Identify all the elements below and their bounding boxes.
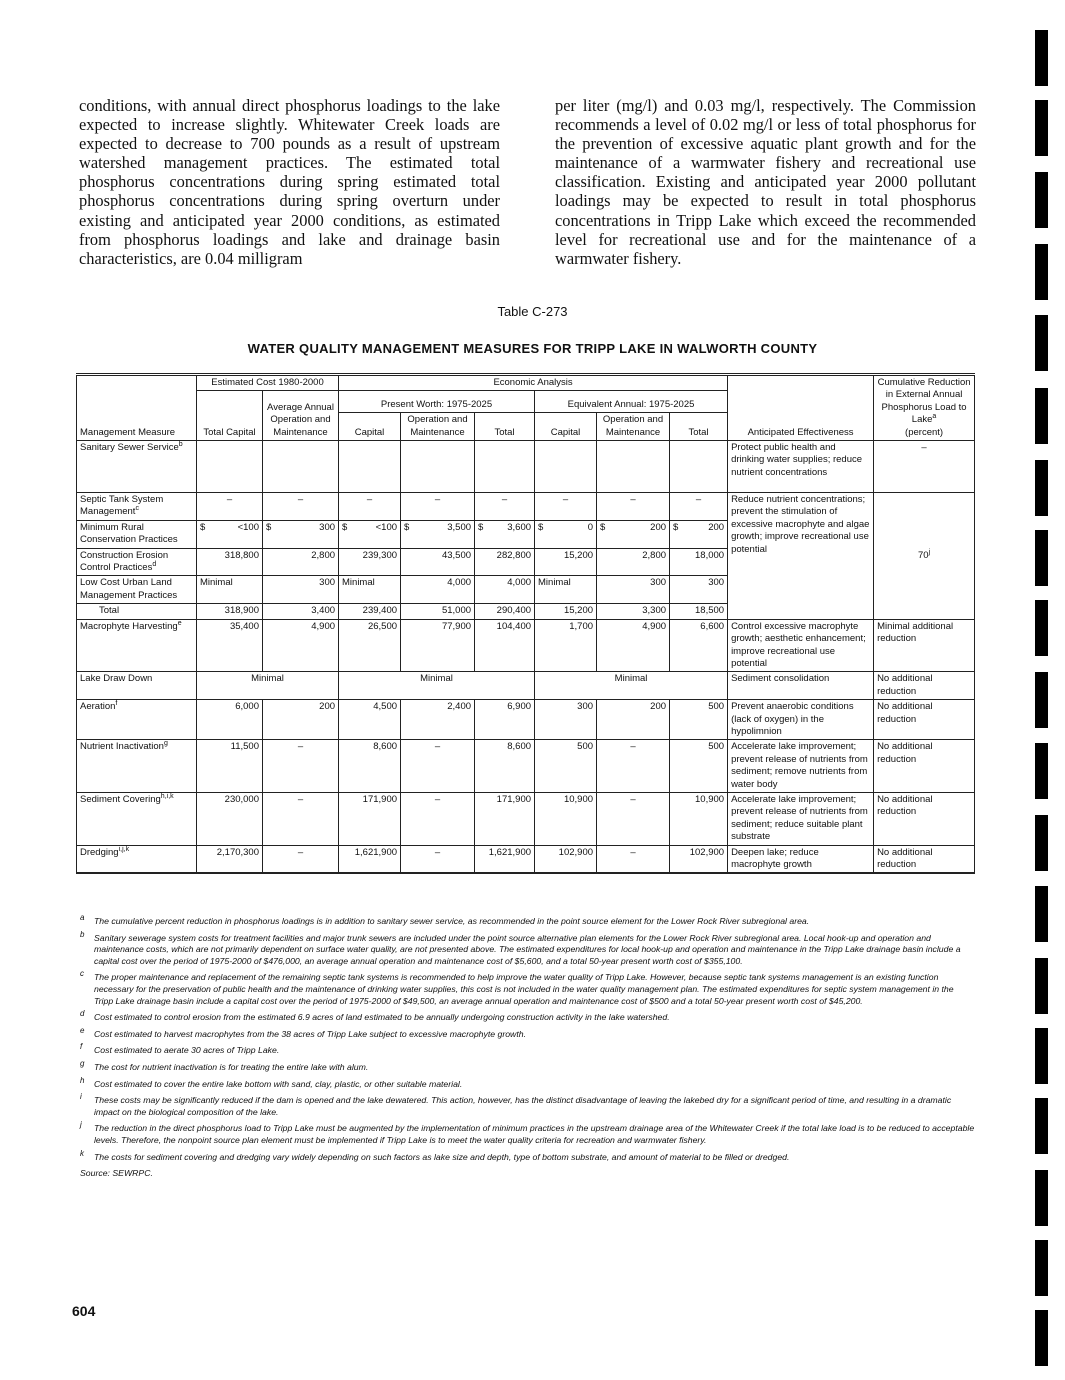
header-present-worth: Present Worth: 1975-2025 [339,391,535,413]
cell: <100 [375,521,398,533]
cell: 500 [670,700,728,740]
row-measure: Construction Erosion Control Practices$^d$ [77,548,197,576]
cell: 8,600 [475,740,535,793]
header-total-capital: Total Capital [197,391,263,441]
cell: 51,000 [401,604,475,619]
table-row [77,792,975,845]
cell: 290,400 [475,604,535,619]
header-pw-total: Total [475,413,535,441]
footnote: b Sanitary sewerage system costs for treatment facilities and major trunk sewers are included under the point source alternative plan elements for the Lower Rock River subregional area. Local hook-up and operation and maintenance costs, which are not primarily dependent on surface water quality, are not presented above. The estimated expenditures for local hook-up and operation and maintenance in the Tripp Lake drainage basin include a capital cost over the period of 1975-2000 of $476,000, an average annual operation and maintenance cost of $5,600, and a total 50-year present worth cost of $355,100. [80,929,961,966]
dollar: $ [673,521,679,533]
cell: 230,000 [197,792,263,845]
cell: 3,500 [447,521,472,533]
cell: Minimal [197,672,339,700]
row-measure: Macrophyte Harvesting$^e$ [77,619,197,672]
cell: 77,900 [401,619,475,672]
cell: 3,300 [597,604,670,619]
cell: 35,400 [197,619,263,672]
row-measure: Lake Draw Down [77,672,197,700]
footnotes [80,913,975,1180]
cell: 15,200 [535,548,597,576]
cell: Minimal [535,576,597,604]
row-effect: Control excessive macrophyte growth; aesthetic enhancement; improve recreational use potential [728,619,874,672]
header-effectiveness: Anticipated Effectiveness [728,375,874,441]
cell: – [401,792,475,845]
cell: – [597,792,670,845]
row-measure: Septic Tank System Management$^c$ [77,493,197,521]
cell: 200 [708,521,725,533]
cell: Minimal [339,576,401,604]
cell: 4,900 [597,619,670,672]
row-effect: Sediment consolidation [728,672,874,700]
cell: 2,400 [401,700,475,740]
table-row [77,740,975,793]
header-ea-total: Total [670,413,728,441]
footnote: d Cost estimated to control erosion from the estimated 6.9 acres of land estimated to be annually undergoing construction activity in the lake watershed. [80,1009,670,1023]
registration-mark [1035,172,1048,228]
cell: – [263,740,339,793]
dollar: $ [404,521,410,533]
registration-mark [1035,1098,1048,1154]
row-reduction: Minimal additional reduction [874,619,975,672]
measures-table [76,373,974,874]
cell: 102,900 [670,845,728,873]
dollar: $ [342,521,348,533]
cell: 500 [670,740,728,793]
cell: 2,170,300 [197,845,263,873]
row-effect: Accelerate lake improvement; prevent release of nutrients from sediment; reduce suitable plant substrate [728,792,874,845]
cell: 300 [535,700,597,740]
cell: 10,900 [670,792,728,845]
source-note: Source: SEWRPC. [80,1168,153,1179]
cell: 300 [263,576,339,604]
registration-mark [1035,100,1048,156]
group-reduction: 70$^j$ [874,493,975,620]
cell: 300 [319,521,336,533]
cell: 4,500 [339,700,401,740]
row-measure: Minimum Rural Conservation Practices [77,520,197,548]
row-reduction: – [874,441,975,493]
cell: 1,621,900 [475,845,535,873]
footnote: i These costs may be significantly reduced if the dam is opened and the lake dewatered. This action, however, has the distinct disadvantage of leaving the lakebed dry for a significant period of time, and resulting in a dramatic impact on the biological composition of the lake. [80,1092,952,1117]
header-est-cost: Estimated Cost 1980-2000 [197,375,339,391]
cell: 200 [650,521,667,533]
cell: 2,800 [597,548,670,576]
cell: 300 [597,576,670,604]
row-measure: Sediment Covering$^{h,i,k}$ [77,792,197,845]
cell: 239,300 [339,548,401,576]
row-reduction: No additional reduction [874,792,975,845]
cell: 10,900 [535,792,597,845]
row-measure: Total [77,604,197,619]
registration-mark [1035,672,1048,728]
cell: – [597,740,670,793]
dollar: $ [266,521,272,533]
cell: 318,800 [197,548,263,576]
cell: – [263,792,339,845]
registration-mark [1035,315,1048,371]
cell: 102,900 [535,845,597,873]
cell: 200 [597,700,670,740]
header-measure: Management Measure [77,375,197,441]
cell: 200 [263,700,339,740]
header-economic: Economic Analysis [339,375,728,391]
cell: 318,900 [197,604,263,619]
cell: 104,400 [475,619,535,672]
registration-mark [1035,1170,1048,1226]
cell: – [597,845,670,873]
cell: – [401,493,475,521]
row-effect: Accelerate lake improvement; prevent release of nutrients from sediment; remove nutrients from water body [728,740,874,793]
row-effect: Prevent anaerobic conditions (lack of oxygen) in the hypolimnion [728,700,874,740]
cell: 15,200 [535,604,597,619]
cell: 282,800 [475,548,535,576]
cell: 2,800 [263,548,339,576]
body-text-left: conditions, with annual direct phosphorus loadings to the lake expected to increase slightly. Whitewater Creek loads are expected to decrease to 700 pounds as a result of upstream watershed management practices. The estimated total phosphorus concentrations during spring estimated total phosphorus concentrations during spring overturn under existing and anticipated year 2000 conditions, as estimated from phosphorus loadings and lake and drainage basin characteristics, are 0.04 milligram [79,96,500,268]
cell: – [670,493,728,521]
footnote: h Cost estimated to cover the entire lake bottom with sand, clay, plastic, or other suitable material. [80,1075,463,1089]
table-row [77,845,975,873]
footnote: k The costs for sediment covering and dredging vary widely depending on such factors as lake size and depth, type of bottom substrate, and amount of material to be filled or dredged. [80,1148,790,1162]
cell: – [263,845,339,873]
cell: – [597,493,670,521]
cell: – [197,493,263,521]
header-cumulative: Cumulative Reduction in External Annual Phosphorus Load to Lake$^a$ (percent) [874,375,975,441]
row-effect: Deepen lake; reduce macrophyte growth [728,845,874,873]
footnote: j The reduction in the direct phosphorus load to Tripp Lake must be augmented by the implementation of minimum practices in the upstream drainage area of the Whitewater Creek if the total lake load is to be reduced to acceptable levels. Therefore, the nonpoint source plan element must be implemented if Tripp Lake is to meet the water quality criteria for recreation and warmwater fishery. [80,1120,975,1145]
registration-mark [1035,958,1048,1014]
cell: – [401,740,475,793]
cell: 8,600 [339,740,401,793]
cell: 43,500 [401,548,475,576]
cell: 26,500 [339,619,401,672]
registration-mark [1035,244,1048,300]
cell: Minimal [197,576,263,604]
cell: – [475,493,535,521]
footnote: c The proper maintenance and replacement of the remaining septic tank systems is recommended to help improve the water quality of Tripp Lake. However, because septic tank systems management is an existing function necessary for the preservation of public health and the maintenance of drinking water supplies, this cost is not included in the water quality management plan. The estimated expenditures for septic system management in the Tripp Lake drainage basin include a capital cost over the period of 1975-2000 of $49,500, an average annual operation and maintenance cost of $500 and a total 50-year present worth cost of $45,200. [80,969,954,1006]
table-heading: WATER QUALITY MANAGEMENT MEASURES FOR TRIPP LAKE IN WALWORTH COUNTY [247,341,818,356]
registration-mark [1035,600,1048,656]
cell: – [263,493,339,521]
header-pw-om: Operation and Maintenance [401,413,475,441]
table-row [77,672,975,700]
row-effect: Protect public health and drinking water supplies; reduce nutrient concentrations [728,441,874,493]
registration-mark [1035,815,1048,871]
header-pw-capital: Capital [339,413,401,441]
row-measure: Low Cost Urban Land Management Practices [77,576,197,604]
cell: 6,900 [475,700,535,740]
row-measure: Nutrient Inactivation$^g$ [77,740,197,793]
group-effect: Reduce nutrient concentrations; prevent the stimulation of excessive macrophyte and algae growth; improve recreational use potential [728,493,874,620]
registration-mark [1035,1240,1048,1296]
cell: Minimal [339,672,535,700]
cell: 3,400 [263,604,339,619]
row-measure: Sanitary Sewer Service$^b$ [77,441,197,493]
row-reduction: No additional reduction [874,740,975,793]
cell: 11,500 [197,740,263,793]
dollar: $ [538,521,544,533]
footnote: f Cost estimated to aerate 30 acres of Tripp Lake. [80,1042,280,1056]
table-number: Table C-273 [497,304,568,319]
header-ea-capital: Capital [535,413,597,441]
cell: – [339,493,401,521]
cell: 3,600 [507,521,532,533]
cell: 1,621,900 [339,845,401,873]
cell: 0 [587,521,594,533]
cell: 4,000 [401,576,475,604]
header-avg-annual: Average Annual Operation and Maintenance [263,391,339,441]
cell: 1,700 [535,619,597,672]
cell: 171,900 [475,792,535,845]
cell: 18,000 [670,548,728,576]
cell: 4,900 [263,619,339,672]
registration-mark [1035,30,1048,86]
row-measure: Dredging$^{i,j,k}$ [77,845,197,873]
header-equiv-annual: Equivalent Annual: 1975-2025 [535,391,728,413]
table-row [77,700,975,740]
registration-mark [1035,530,1048,586]
cell: 239,400 [339,604,401,619]
footnote: a The cumulative percent reduction in phosphorus loadings is in addition to sanitary sewer service, as recommended in the point source element for the Lower Rock River subregional area. [80,913,810,926]
cell: <100 [237,521,259,533]
cell: 6,600 [670,619,728,672]
row-reduction: No additional reduction [874,845,975,873]
cell: – [535,493,597,521]
cell: 500 [535,740,597,793]
cell: 6,000 [197,700,263,740]
row-reduction: No additional reduction [874,672,975,700]
cell: 171,900 [339,792,401,845]
registration-mark [1035,743,1048,799]
dollar: $ [478,521,484,533]
table-row [77,619,975,672]
cell: 300 [670,576,728,604]
footnote: g The cost for nutrient inactivation is for treating the entire lake with alum. [80,1058,369,1072]
cell: 4,000 [475,576,535,604]
row-measure: Aeration$^f$ [77,700,197,740]
registration-mark [1035,886,1048,942]
table-row [77,493,975,521]
row-reduction: No additional reduction [874,700,975,740]
footnote: e Cost estimated to harvest macrophytes from the 38 acres of Tripp Lake subject to excessive macrophyte growth. [80,1025,526,1039]
dollar: $ [600,521,606,533]
registration-mark [1035,460,1048,516]
header-ea-om: Operation and Maintenance [597,413,670,441]
body-text-right: per liter (mg/l) and 0.03 mg/l, respectively. The Commission recommends a level of 0.02 mg/l or less of total phosphorus for the prevention of excessive aquatic plant growth and for the maintenance of a warmwater fishery and recreational use classification. Existing and anticipated year 2000 pollutant loadings may be expected to result in total phosphorus concentrations in Tripp Lake which exceed the recommended level for recreational use and for the maintenance of a warmwater fishery. [555,96,976,268]
cell: Minimal [535,672,728,700]
page-number: 604 [72,1303,96,1319]
cell: – [401,845,475,873]
cell: 18,500 [670,604,728,619]
registration-mark [1035,1028,1048,1084]
table-row [77,441,975,493]
registration-mark [1035,1310,1048,1366]
dollar: $ [200,521,206,533]
registration-mark [1035,388,1048,444]
